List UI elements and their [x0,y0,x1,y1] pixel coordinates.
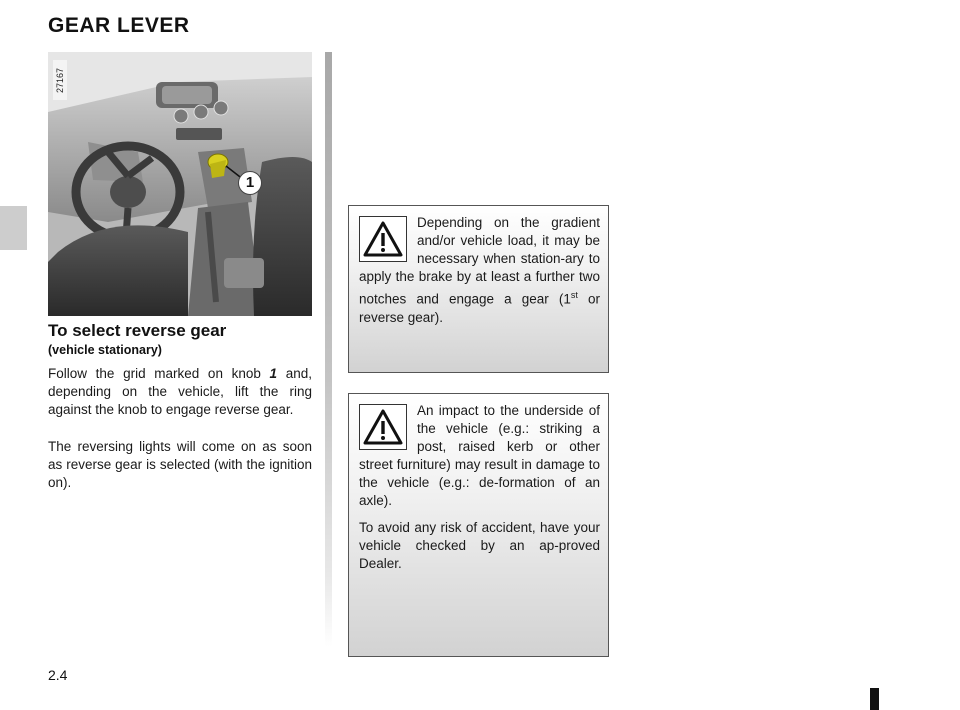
instruction-paragraph [48,365,312,419]
photo-reference-code: 27167 [53,60,67,100]
warning-box-impact [348,393,609,657]
footer-mark [870,688,879,710]
section-title: To select reverse gear [48,321,227,340]
warning-box-gradient [348,205,609,373]
page-number: 2.4 [48,667,68,683]
warning-impact-text: An impact to the underside of the vehicle (e.g.: striking a post, raised kerb or other street furniture) may result in damage to the vehicle (e.g.: de-formation of an axle). [359,403,600,508]
gear-lever-photo [48,52,312,316]
warning-triangle-icon [359,404,407,450]
knob-reference: 1 [269,366,278,381]
warning-gradient-text-a: Depending on the gradient and/or vehicle load, it may be necessary when station-ary to apply the brake by at least a further two notches and engage a gear (1 [359,215,600,307]
reversing-lights-paragraph: The reversing lights will come on as soon as reverse gear is selected (with the ignition on). [48,439,312,490]
page-title: GEAR LEVER [48,14,190,37]
callout-marker: 1 [238,171,262,195]
warning-dealer-text: To avoid any risk of accident, have your vehicle checked by an ap-proved Dealer. [359,520,600,571]
instruction-text-start: Follow the grid marked on knob [48,366,270,381]
section-subtitle: (vehicle stationary) [48,343,162,357]
warning-gradient-text-b: or reverse gear). [359,291,600,325]
warning-triangle-icon [359,216,407,262]
instruction-text-end: and, depending on the vehicle, lift the ring against the knob to engage reverse gear. [48,366,312,417]
chapter-tab [0,206,27,250]
ordinal-suffix: st [570,290,578,300]
column-divider [325,52,332,647]
